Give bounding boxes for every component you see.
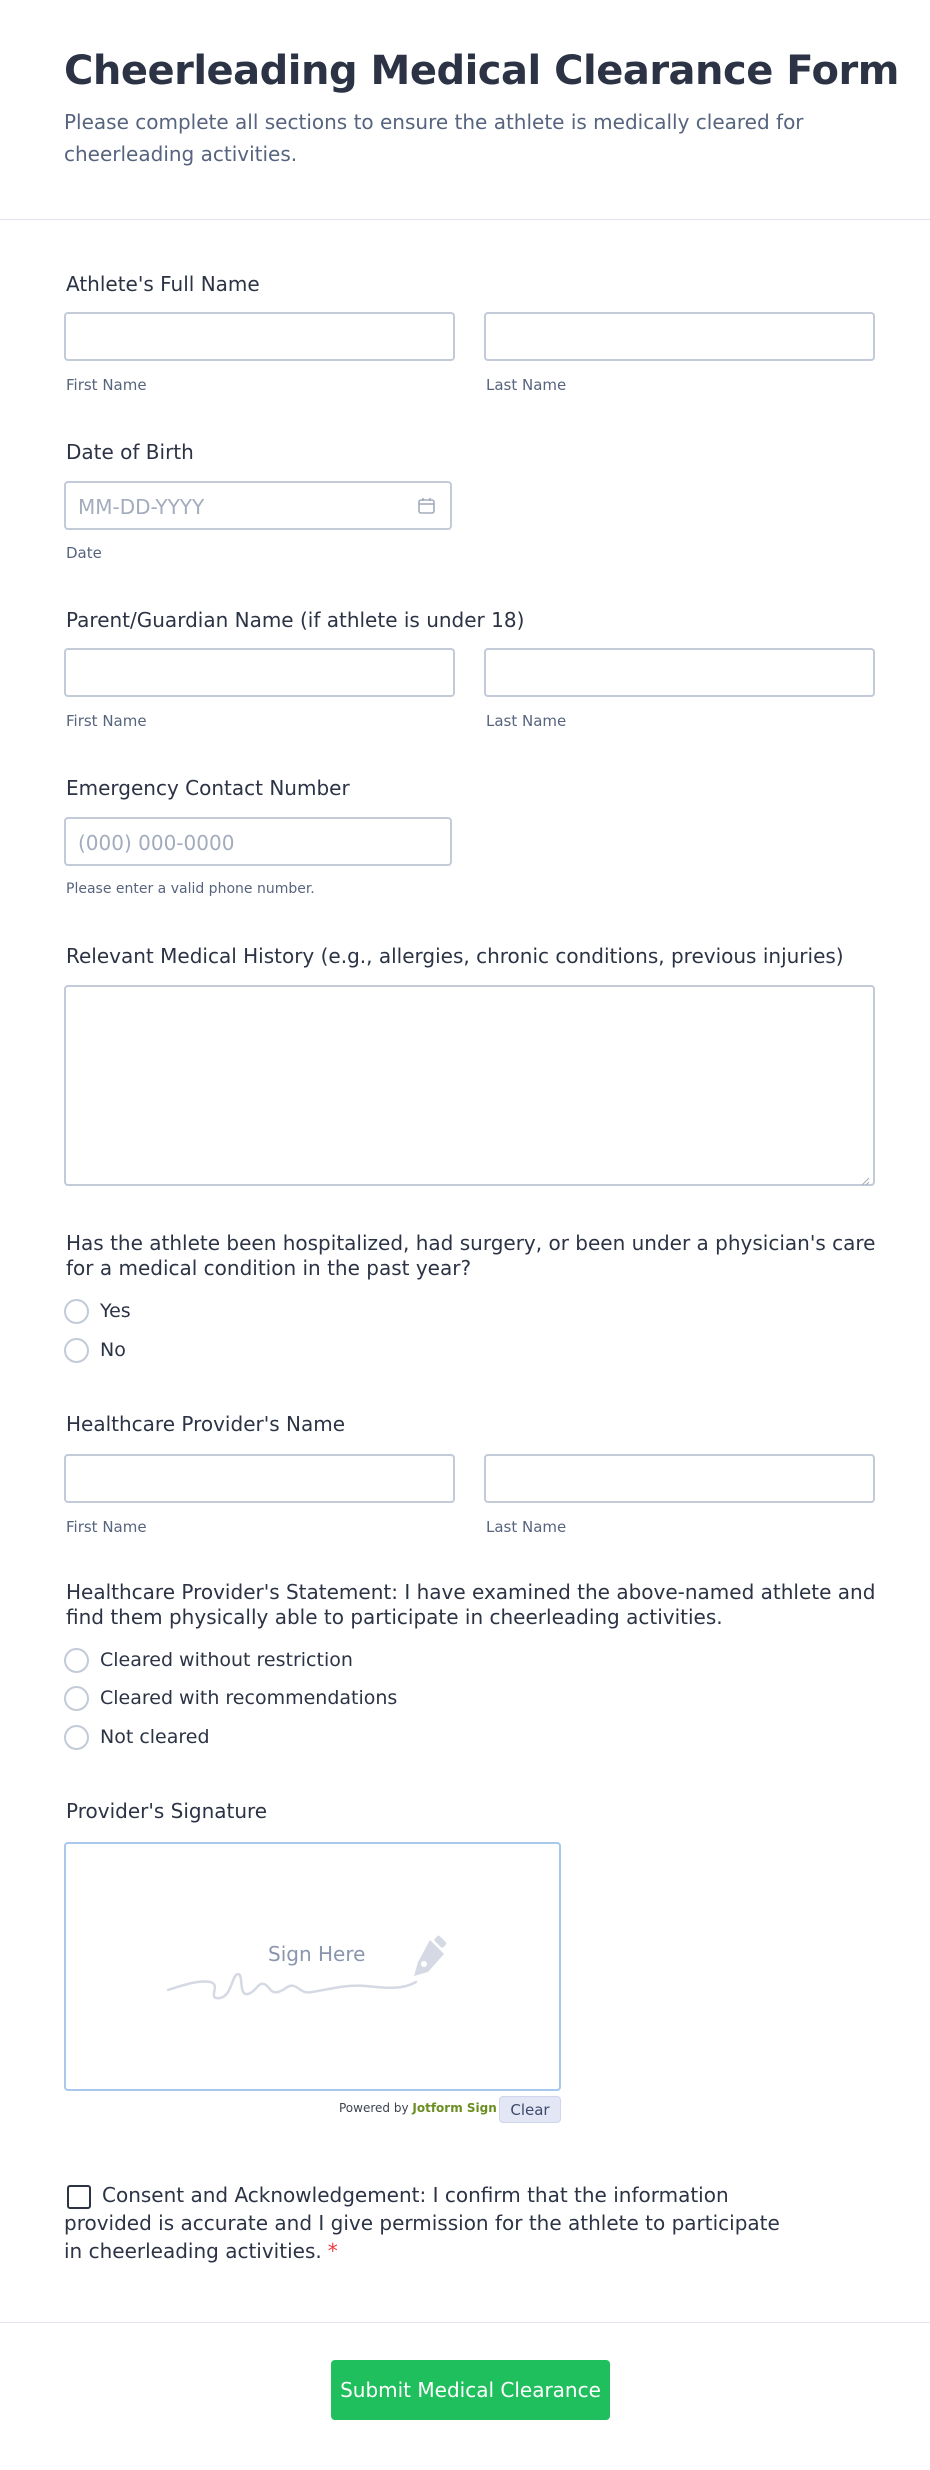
radio-label: Yes (100, 1300, 131, 1322)
form-header (0, 0, 930, 220)
radio-button[interactable] (64, 1725, 89, 1750)
radio-button[interactable] (64, 1299, 89, 1324)
consent-label: Consent and Acknowledgement: I confirm that the information provided is accurate and I give permission for the athlete to participate in cheerleading activities. (64, 2183, 780, 2263)
radio-option-yes[interactable] (64, 1298, 131, 1324)
athlete-name-label: Athlete's Full Name (66, 272, 260, 296)
dob-input[interactable] (64, 481, 452, 530)
radio-option-cleared-with-recommendations[interactable] (64, 1685, 397, 1711)
guardian-last-name-input[interactable] (484, 648, 875, 697)
emergency-phone-input[interactable] (64, 817, 452, 866)
provider-first-name-sublabel: First Name (66, 1518, 147, 1536)
radio-option-no[interactable] (64, 1337, 126, 1363)
radio-label: Cleared with recommendations (100, 1687, 398, 1709)
resize-grip-icon[interactable] (860, 1171, 870, 1181)
medical-history-textarea[interactable] (64, 985, 875, 1186)
dob-sublabel: Date (66, 544, 102, 562)
guardian-first-name-input[interactable] (64, 648, 455, 697)
athlete-first-name-input[interactable] (64, 312, 455, 361)
jotform-sign-brand: Jotform Sign (412, 2101, 497, 2115)
athlete-first-name-sublabel: First Name (66, 376, 147, 394)
provider-last-name-input[interactable] (484, 1454, 875, 1503)
provider-statement-label: Healthcare Provider's Statement: I have examined the above-named athlete and find them physically able to participate in cheerleading activities. (66, 1580, 876, 1629)
radio-option-cleared-without-restriction[interactable] (64, 1647, 353, 1673)
pen-nib-icon (404, 1934, 452, 1982)
guardian-last-name-sublabel: Last Name (486, 712, 567, 730)
powered-by-text (339, 2101, 497, 2115)
guardian-name-label: Parent/Guardian Name (if athlete is under 18) (66, 608, 525, 632)
signature-pad[interactable] (64, 1842, 561, 2091)
radio-option-not-cleared[interactable] (64, 1724, 210, 1750)
page-subtitle: Please complete all sections to ensure the athlete is medically cleared for cheerleading activities. (64, 110, 804, 166)
required-mark: * (327, 2239, 338, 2263)
sign-here-text: Sign Here (268, 1942, 366, 1966)
consent-text (64, 2181, 784, 2265)
athlete-last-name-sublabel: Last Name (486, 376, 567, 394)
radio-button[interactable] (64, 1686, 89, 1711)
radio-label: No (100, 1339, 126, 1361)
medical-history-label: Relevant Medical History (e.g., allergies, chronic conditions, previous injuries) (66, 944, 844, 968)
dob-placeholder: MM-DD-YYYY (78, 495, 205, 519)
emergency-contact-label: Emergency Contact Number (66, 776, 350, 800)
emergency-phone-sublabel: Please enter a valid phone number. (66, 881, 315, 897)
provider-first-name-input[interactable] (64, 1454, 455, 1503)
page-title: Cheerleading Medical Clearance Form (64, 48, 899, 94)
provider-name-label: Healthcare Provider's Name (66, 1412, 345, 1436)
powered-by-label: Powered by (339, 2101, 409, 2115)
hospitalized-label: Has the athlete been hospitalized, had surgery, or been under a physician's care for a medical condition in the past year? (66, 1231, 876, 1280)
radio-label: Not cleared (100, 1726, 210, 1748)
clear-signature-button[interactable]: Clear (499, 2096, 561, 2123)
radio-button[interactable] (64, 1338, 89, 1363)
signature-label: Provider's Signature (66, 1799, 268, 1823)
guardian-first-name-sublabel: First Name (66, 712, 147, 730)
radio-button[interactable] (64, 1648, 89, 1673)
dob-label: Date of Birth (66, 440, 194, 464)
emergency-phone-placeholder: (000) 000-0000 (78, 831, 235, 855)
footer-divider (0, 2322, 930, 2323)
radio-label: Cleared without restriction (100, 1649, 353, 1671)
provider-last-name-sublabel: Last Name (486, 1518, 567, 1536)
submit-button[interactable]: Submit Medical Clearance (331, 2360, 610, 2420)
athlete-last-name-input[interactable] (484, 312, 875, 361)
calendar-icon[interactable] (417, 496, 437, 516)
